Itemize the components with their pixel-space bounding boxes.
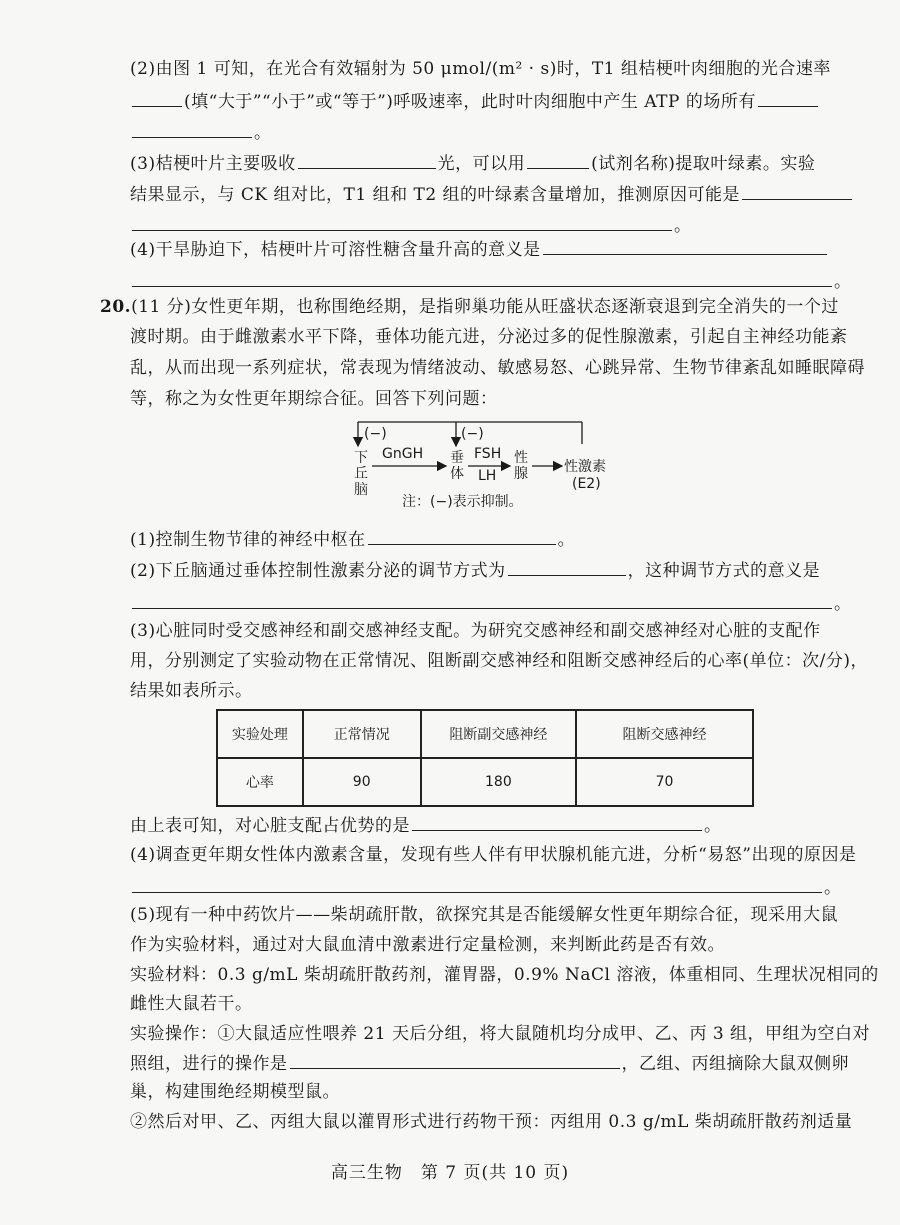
gonad-char-2: 腺 — [514, 466, 528, 482]
answer-blank[interactable] — [132, 119, 252, 138]
answer-blank[interactable] — [508, 557, 626, 576]
hypothalamus-char-3: 脑 — [354, 482, 368, 498]
q19-p4-line2: 。 — [130, 268, 840, 295]
fsh-label: FSH — [474, 446, 502, 462]
lh-label: LH — [478, 468, 497, 484]
page-footer: 高三生物 第 7 页(共 10 页) — [330, 1163, 570, 1183]
answer-blank[interactable] — [132, 88, 182, 107]
pituitary-char-1: 垂 — [450, 450, 464, 466]
hypothalamus-char-2: 丘 — [354, 466, 368, 482]
heart-rate-table — [216, 709, 754, 807]
q20-p5-line3: 实验材料：0.3 g/mL 柴胡疏肝散药剂，灌胃器，0.9% NaCl 溶液，体重相同、生理状况相同的 — [130, 965, 879, 985]
gngh-label: GnGH — [382, 446, 424, 462]
sex-hormone-label: 性激素 — [564, 459, 606, 475]
table-header-row — [217, 710, 753, 758]
q20-p3-line3: 结果如表所示。 — [130, 681, 253, 701]
gonad-char-1: 性 — [514, 450, 528, 466]
table-header-cell: 正常情况 — [303, 710, 421, 758]
q20-p5-line6: 照组，进行的操作是 ，乙组、丙组摘除大鼠双侧卵 — [130, 1050, 840, 1077]
table-row — [217, 758, 753, 806]
diagram-note: 注：(−)表示抑制。 — [402, 494, 523, 508]
q20-p5-line4: 雌性大鼠若干。 — [130, 994, 253, 1014]
q20-p2-line2: 。 — [130, 590, 840, 617]
q20-p3-line1: (3)心脏同时受交感神经和副交感神经支配。为研究交感神经和副交感神经对心脏的支配作 — [130, 621, 821, 641]
q19-p3-line2: 结果显示，与 CK 组对比，T1 组和 T2 组的叶绿素含量增加，推测原因可能是 — [130, 181, 840, 208]
table-header-cell: 阻断交感神经 — [576, 710, 753, 758]
answer-blank[interactable] — [412, 812, 702, 831]
q20-p5-line2: 作为实验材料，通过对大鼠血清中激素进行定量检测，来判断此药是否有效。 — [130, 935, 725, 955]
answer-blank[interactable] — [543, 236, 827, 255]
q19-p3-line3: 。 — [130, 212, 840, 239]
q20-p5-line1: (5)现有一种中药饮片——柴胡疏肝散，欲探究其是否能缓解女性更年期综合征，现采用大鼠 — [130, 905, 839, 925]
q20-p3-line2: 用，分别测定了实验动物在正常情况、阻断副交感神经和阻断交感神经后的心率(单位：次/分)， — [130, 651, 868, 671]
q20-p4-line2: 。 — [130, 874, 840, 901]
q20-intro-line2: 渡时期。由于雌激素水平下降，垂体功能亢进，分泌过多的促性腺激素，引起自主神经功能紊 — [130, 327, 848, 347]
inhibit-label-2: (−) — [461, 426, 484, 442]
q20-intro-line3: 乱，从而出现一系列症状，常表现为情绪波动、敏感易怒、心跳异常、生物节律紊乱如睡眠障碍 — [130, 358, 865, 378]
q20-p3-ask: 由上表可知，对心脏支配占优势的是 。 — [130, 812, 840, 839]
answer-blank[interactable] — [132, 212, 672, 231]
q20-p5-line5: 实验操作：①大鼠适应性喂养 21 天后分组，将大鼠随机均分成甲、乙、丙 3 组，甲组为空白对 — [130, 1024, 871, 1044]
q20-p5-line8: ②然后对甲、乙、丙组大鼠以灌胃形式进行药物干预：丙组用 0.3 g/mL 柴胡疏肝散药剂适量 — [130, 1112, 853, 1132]
e2-label: (E2) — [572, 476, 601, 492]
answer-blank[interactable] — [132, 268, 832, 287]
q20-intro-line1: 20.(11 分)女性更年期，也称围绝经期，是指卵巢功能从旺盛状态逐渐衰退到完全消失的一个过 — [100, 297, 839, 317]
q19-p3-line1: (3)桔梗叶片主要吸收 光，可以用 (试剂名称)提取叶绿素。实验 — [130, 150, 840, 177]
q19-p2-line1: (2)由图 1 可知，在光合有效辐射为 50 μmol/(m² · s)时，T1 组桔梗叶肉细胞的光合速率 — [130, 59, 831, 79]
answer-blank[interactable] — [132, 590, 832, 609]
q20-p1: (1)控制生物节律的神经中枢在 。 — [130, 526, 840, 553]
pituitary-char-2: 体 — [450, 466, 464, 482]
answer-blank[interactable] — [132, 874, 822, 893]
inhibit-label-1: (−) — [364, 426, 387, 442]
table-header-cell: 阻断副交感神经 — [421, 710, 576, 758]
answer-blank[interactable] — [758, 88, 818, 107]
q20-intro-line4: 等，称之为女性更年期综合征。回答下列问题： — [130, 389, 498, 409]
q19-p2-line3: 。 — [130, 119, 840, 146]
q19-p2-line2: (填“大于”“小于”或“等于”)呼吸速率，此时叶肉细胞中产生 ATP 的场所有 — [130, 88, 840, 115]
table-cell: 心率 — [217, 758, 303, 806]
q20-p4-line1: (4)调查更年期女性体内激素含量，发现有些人伴有甲状腺机能亢进，分析“易怒”出现的原因是 — [130, 845, 857, 865]
q20-p2-line1: (2)下丘脑通过垂体控制性激素分泌的调节方式为 ，这种调节方式的意义是 — [130, 557, 840, 584]
answer-blank[interactable] — [742, 181, 852, 200]
table-cell: 90 — [303, 758, 421, 806]
answer-blank[interactable] — [368, 526, 556, 545]
q19-p4-line1: (4)干旱胁迫下，桔梗叶片可溶性糖含量升高的意义是 — [130, 236, 840, 263]
answer-blank[interactable] — [290, 1050, 620, 1069]
hormone-feedback-diagram — [340, 418, 640, 508]
table-cell: 70 — [576, 758, 753, 806]
table-header-cell: 实验处理 — [217, 710, 303, 758]
q20-p5-line7: 巢，构建围绝经期模型鼠。 — [130, 1082, 340, 1102]
answer-blank[interactable] — [527, 150, 589, 169]
table-cell: 180 — [421, 758, 576, 806]
hypothalamus-char-1: 下 — [354, 450, 368, 466]
answer-blank[interactable] — [298, 150, 436, 169]
